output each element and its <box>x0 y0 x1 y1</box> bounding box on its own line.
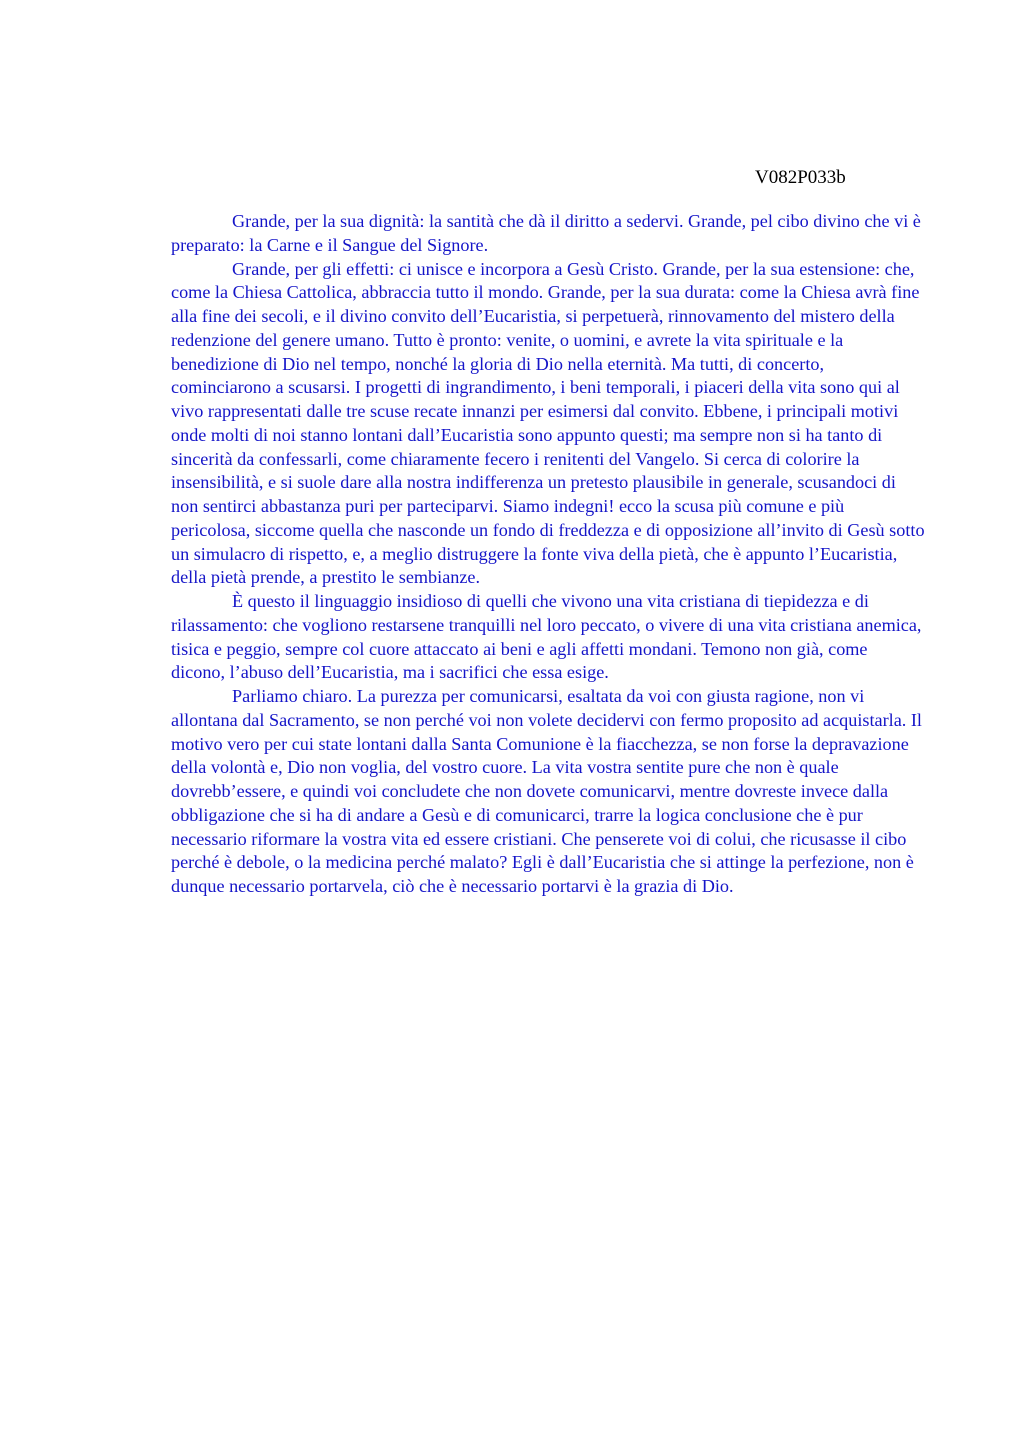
paragraph-3: È questo il linguaggio insidioso di quelli che vivono una vita cristiana di tiepidezza e di rilassamento: che vogliono restarsene tranquilli nel loro peccato, o vivere di una vita cristiana anemica, tisica e peggio, sempre col cuore attaccato ai beni e agli affetti mondani. Temono non già, come dicono, l’abuso dell’Eucaristia, ma i sacrifici che essa esige. <box>171 591 922 683</box>
paragraph-4: Parliamo chiaro. La purezza per comunicarsi, esaltata da voi con giusta ragione, non vi allontana dal Sacramento, se non perché voi non volete decidervi con fermo proposito ad acquistarla. Il motivo vero per cui state lontani dalla Santa Comunione è la fiacchezza, se non forse la depravazione della volontà e, Dio non voglia, del vostro cuore. La vita vostra sentite pure che non è quale dovrebb’essere, e quindi voi concludete che non dovete comunicarvi, mentre dovreste invece dalla obbligazione che si ha di andare a Gesù e di comunicarci, trarre la logica conclusione che è pur necessario riformare la vostra vita ed essere cristiani. Che penserete voi di colui, che ricusasse il cibo perché è debole, o la medicina perché malato? Egli è dall’Eucaristia che si attinge la perfezione, non è dunque necessario portarvela, ciò che è necessario portarvi è la grazia di Dio. <box>171 686 922 896</box>
paragraph-1: Grande, per la sua dignità: la santità che dà il diritto a sedervi. Grande, pel cibo divino che vi è preparato: la Carne e il Sangue del Signore. <box>171 211 921 255</box>
page-identifier: V082P033b <box>755 167 846 188</box>
paragraph-2: Grande, per gli effetti: ci unisce e incorpora a Gesù Cristo. Grande, per la sua estensione: che, come la Chiesa Cattolica, abbraccia tutto il mondo. Grande, per la sua durata: come la Chiesa avrà fine alla fine dei secoli, e il divino convito dell’Eucaristia, si perpetuerà, rinnovamento del mistero della redenzione del genere umano. Tutto è pronto: venite, o uomini, e avrete la vita spirituale e la benedizione di Dio nel tempo, nonché la gloria di Dio nella eternità. Ma tutti, di concerto, cominciarono a scusarsi. I progetti di ingrandimento, i beni temporali, i piaceri della vita sono qui al vivo rappresentati dalle tre scuse recate innanzi per esimersi dal convito. Ebbene, i principali motivi onde molti di noi stanno lontani dall’Eucaristia sono appunto questi; ma sempre non si ha tanto di sincerità da confessarli, come chiaramente fecero i renitenti del Vangelo. Si cerca di colorire la insensibilità, e si suole dare alla nostra indifferenza un pretesto plausibile in generale, scusandoci di non sentirci abbastanza puri per parteciparvi. Siamo indegni! ecco la scusa più comune e più pericolosa, siccome quella che nasconde un fondo di freddezza e di opposizione all’invito di Gesù sotto un simulacro di rispetto, e, a meglio distruggere la fonte viva della pietà, che è appunto l’Eucaristia, della pietà prende, a prestito le sembianze. <box>171 258 925 588</box>
document-body <box>171 210 926 899</box>
